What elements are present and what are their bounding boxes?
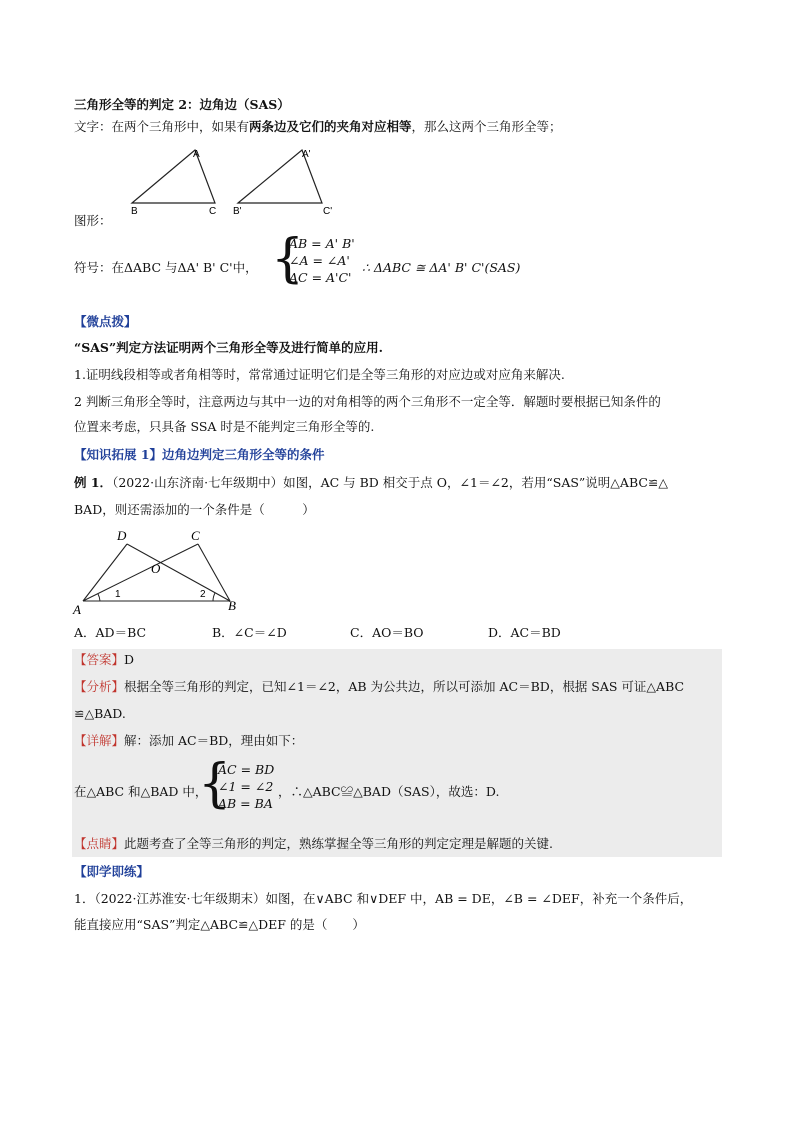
label-d: D	[117, 528, 127, 543]
example-options	[74, 625, 626, 641]
comment-tag: 【点睛】	[74, 836, 125, 851]
detail-prefix: 在△ABC 和△BAD 中，	[74, 784, 208, 799]
example-label: 例 1．	[74, 475, 113, 490]
answer-line	[74, 652, 134, 668]
tip-bold-line: “SAS”判定方法证明两个三角形全等及进行简单的应用.	[74, 340, 383, 355]
detail-system-line-2: ∠1 = ∠2	[218, 779, 274, 794]
detail-left-brace: {	[198, 754, 232, 814]
analysis-tag: 【分析】	[74, 679, 125, 694]
example-text-1: （2022·山东济南·七年级期中）如图，AC 与 BD 相交于点 O，∠1＝∠2，若用“SAS”说明△ABC≌△	[112, 475, 669, 490]
label-angle-2: 2	[200, 589, 206, 600]
example-line-1	[74, 475, 668, 491]
detail-suffix: ，∴△ABC≌△BAD（SAS），故选：D.	[278, 784, 500, 799]
answer-value: D	[124, 652, 135, 667]
label-a: A	[193, 149, 200, 160]
label-a: A	[73, 602, 81, 616]
segment-ac	[83, 544, 198, 601]
label-c: C	[209, 206, 217, 217]
detail-line-1	[74, 733, 303, 749]
system-line-1: AB = A' B'	[289, 236, 355, 251]
comment-line	[74, 836, 553, 852]
tip-paragraph-2a: 2 判断三角形全等时，注意两边与其中一边的对角相等的两个三角形不一定全等．解题时要根据已知条件的	[74, 394, 661, 409]
practice-line-2: 能直接应用“SAS”判定△ABC≌△DEF 的是（ ）	[74, 917, 365, 932]
label-b: B	[228, 598, 236, 613]
detail-tag: 【详解】	[74, 733, 125, 748]
symbol-system	[289, 235, 355, 286]
option-c[interactable]: C．AO＝BO	[350, 625, 424, 640]
sas-triangles-figure	[120, 140, 360, 220]
analysis-line-2: ≌△BAD.	[74, 706, 126, 721]
label-angle-1: 1	[115, 589, 121, 600]
symbol-conclusion: ∴ ΔABC ≅ ΔA' B' C'(SAS)	[362, 260, 521, 275]
label-a-prime: A'	[302, 149, 311, 160]
label-b: B	[131, 206, 138, 217]
practice-line-1: 1．（2022·江苏淮安·七年级期末）如图，在∨ABC 和∨DEF 中，AB = DE，∠B = ∠DEF，补充一个条件后，	[74, 891, 693, 906]
triangle-abc	[132, 150, 215, 203]
comment-text: 此题考查了全等三角形的判定，熟练掌握全等三角形的判定定理是解题的关键.	[124, 836, 553, 851]
label-c-prime: C'	[323, 206, 333, 217]
detail-system-line-1: AC = BD	[218, 762, 275, 777]
answer-tag: 【答案】	[74, 652, 125, 667]
angle-2-arc	[213, 593, 215, 601]
label-b-prime: B'	[233, 206, 242, 217]
left-brace: {	[271, 229, 305, 289]
label-c: C	[191, 528, 200, 543]
label-o: O	[151, 561, 161, 576]
definition-suffix: ，那么这两个三角形全等；	[411, 119, 562, 134]
example-figure	[70, 526, 250, 616]
figure-label: 图形：	[74, 213, 112, 228]
angle-1-arc	[98, 594, 100, 601]
system-line-2: ∠A = ∠A'	[289, 253, 350, 268]
section-title: 三角形全等的判定 2：边角边（SAS）	[74, 97, 290, 112]
system-line-3: AC = A'C'	[289, 270, 352, 285]
detail-system	[218, 761, 274, 812]
analysis-text-1: 根据全等三角形的判定，已知∠1＝∠2，AB 为公共边，所以可添加 AC＝BD，根据 SAS 可证△ABC	[124, 679, 685, 694]
definition-prefix: 文字：在两个三角形中，如果有	[74, 119, 250, 134]
example-line-2: BAD，则还需添加的一个条件是（ ）	[74, 502, 315, 517]
option-b[interactable]: B．∠C＝∠D	[212, 625, 287, 640]
detail-system-line-3: AB = BA	[218, 796, 273, 811]
symbol-prefix: 符号：在ΔABC 与ΔA' B' C'中，	[74, 260, 258, 275]
option-d[interactable]: D．AC＝BD	[488, 625, 561, 640]
option-a[interactable]: A．AD＝BC	[74, 625, 147, 640]
tip-heading: 【微点拨】	[74, 314, 137, 329]
tip-paragraph-2b: 位置来考虑，只具备 SSA 时是不能判定三角形全等的.	[74, 419, 375, 434]
extension-heading: 【知识拓展 1】边角边判定三角形全等的条件	[74, 447, 325, 462]
analysis-line-1	[74, 679, 684, 695]
practice-heading: 【即学即练】	[74, 864, 150, 879]
definition-bold: 两条边及它们的夹角对应相等	[249, 119, 412, 134]
detail-text-1: 解：添加 AC＝BD，理由如下：	[124, 733, 304, 748]
tip-paragraph-1: 1.证明线段相等或者角相等时，常常通过证明它们是全等三角形的对应边或对应角来解决.	[74, 367, 565, 382]
definition-text	[74, 119, 562, 135]
